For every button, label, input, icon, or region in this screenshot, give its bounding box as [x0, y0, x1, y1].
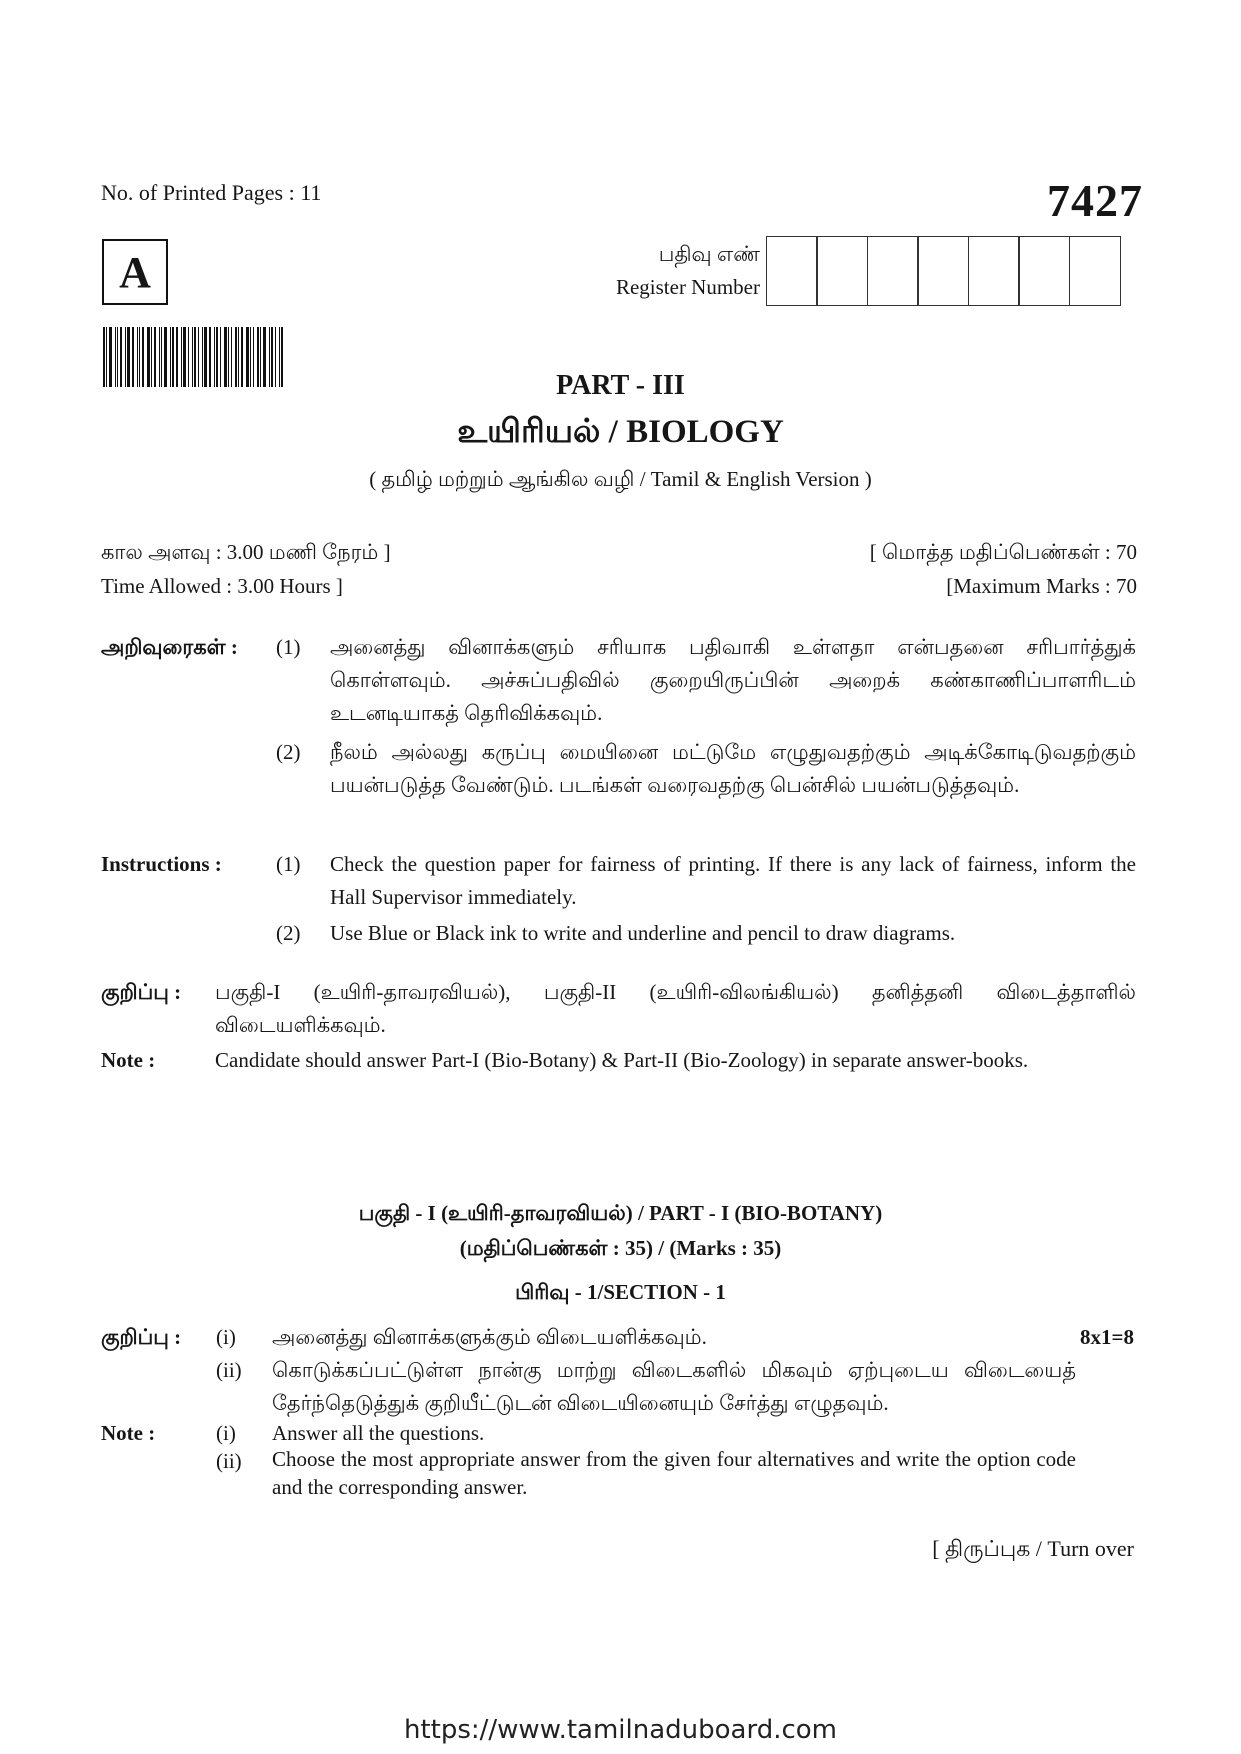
subject-title: உயிரியல் / BIOLOGY: [457, 414, 784, 450]
section-heading: பிரிவு - 1/SECTION - 1: [515, 1280, 726, 1304]
note-tamil-label: குறிப்பு :: [101, 980, 182, 1004]
part-one-heading: பகுதி - I (உயிரி-தாவரவியல்) / PART - I (BIO-BOTANY): [358, 1201, 883, 1225]
register-digit-box[interactable]: [917, 236, 969, 306]
version-line: ( தமிழ் மற்றும் ஆங்கில வழி / Tamil & English Version ): [369, 467, 872, 491]
register-digit-box[interactable]: [766, 236, 818, 306]
instructions-tamil-label: அறிவுரைகள் :: [101, 635, 238, 659]
paper-code: 7427: [1047, 175, 1143, 226]
instruction-english-text: Use Blue or Black ink to write and underline and pencil to draw diagrams.: [330, 921, 956, 945]
section-note-tamil-number: (ii): [216, 1358, 242, 1382]
section-marks: 8x1=8: [1080, 1325, 1134, 1349]
register-label-tamil: பதிவு எண்: [658, 242, 760, 266]
note-english-text: Candidate should answer Part-I (Bio-Botany) & Part-II (Bio-Zoology) in separate answer-books.: [215, 1048, 1029, 1072]
instruction-english-number: (2): [276, 921, 301, 945]
part-title: PART - III: [556, 370, 685, 401]
section-note-english-number: (ii): [216, 1449, 242, 1473]
section-note-english-label: Note :: [101, 1421, 156, 1445]
register-digit-box[interactable]: [1069, 236, 1121, 306]
instruction-english-number: (1): [276, 852, 301, 876]
register-number-boxes: [767, 236, 1121, 306]
register-digit-box[interactable]: [1018, 236, 1070, 306]
section-note-english-number: (i): [216, 1421, 236, 1445]
maximum-marks-english: [Maximum Marks : 70: [946, 574, 1137, 598]
maximum-marks: [870, 535, 1137, 603]
register-digit-box[interactable]: [867, 236, 919, 306]
website-link[interactable]: https://www.tamilnaduboard.com: [403, 1715, 838, 1745]
section-note-tamil-text: அனைத்து வினாக்களுக்கும் விடையளிக்கவும்.: [272, 1325, 707, 1349]
set-letter-box: [102, 239, 168, 305]
instruction-english-text: Check the question paper for fairness of printing. If there is any lack of fairness, inform the Hall Supervisor immediately.: [330, 852, 1136, 909]
section-note-tamil-text: கொடுக்கப்பட்டுள்ள நான்கு மாற்று விடைகளில் மிகவும் ஏற்புடைய விடையைத் தேர்ந்தெடுத்துக் குறியீட்டுடன் விடையினையும் சேர்த்து எழுதவும்.: [272, 1358, 1076, 1415]
register-digit-box[interactable]: [968, 236, 1020, 306]
turn-over: [ திருப்புக / Turn over: [932, 1536, 1134, 1561]
time-allowed: [101, 535, 391, 603]
maximum-marks-tamil: [ மொத்த மதிப்பெண்கள் : 70: [869, 540, 1137, 564]
instruction-tamil-number: (2): [276, 740, 301, 764]
register-label-english: Register Number: [615, 275, 760, 299]
time-allowed-tamil: கால அளவு : 3.00 மணி நேரம் ]: [101, 540, 391, 564]
section-note-english-text: Answer all the questions.: [272, 1421, 485, 1445]
note-english-label: Note :: [101, 1048, 156, 1072]
printed-pages: No. of Printed Pages : 11: [101, 180, 322, 205]
part-one-marks: (மதிப்பெண்கள் : 35) / (Marks : 35): [459, 1236, 782, 1260]
register-digit-box[interactable]: [816, 236, 868, 306]
note-tamil-text: பகுதி-I (உயிரி-தாவரவியல்), பகுதி-II (உயிரி-விலங்கியல்) தனித்தனி விடைத்தாளில் விடையளிக்கவும்.: [215, 980, 1136, 1037]
instruction-tamil-text: நீலம் அல்லது கருப்பு மையினை மட்டுமே எழுதுவதற்கும் அடிக்கோடிடுவதற்கும் பயன்படுத்த வேண்டும். படங்கள் வரைவதற்கு பென்சில் பயன்படுத்தவும்.: [330, 740, 1136, 797]
instruction-tamil-number: (1): [276, 635, 301, 659]
section-note-tamil-label: குறிப்பு :: [101, 1325, 182, 1349]
section-note-tamil-number: (i): [216, 1325, 236, 1349]
instruction-tamil-text: அனைத்து வினாக்களும் சரியாக பதிவாகி உள்ளதா என்பதனை சரிபார்த்துக் கொள்ளவும். அச்சுப்பதிவில் குறையிருப்பின் அறைக் கண்காணிப்பாளரிடம் உடனடியாகத் தெரிவிக்கவும்.: [330, 635, 1136, 725]
instructions-english-label: Instructions :: [101, 852, 222, 876]
register-label: [560, 238, 760, 304]
section-note-english-text: Choose the most appropriate answer from the given four alternatives and write the option code and the corresponding answer.: [272, 1447, 1076, 1499]
time-allowed-english: Time Allowed : 3.00 Hours ]: [101, 574, 343, 598]
set-letter: A: [119, 247, 151, 297]
